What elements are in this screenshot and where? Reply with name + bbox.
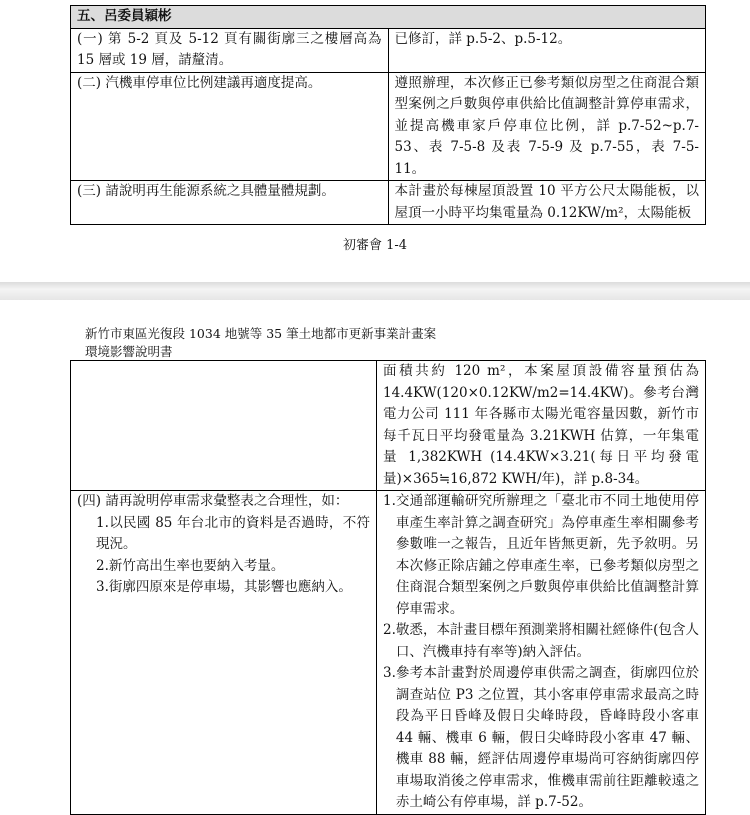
response-table-page1 [70,5,706,225]
question-cell: (一) 第 5-2 頁及 5-12 頁有關街廓三之樓層高為 15 層或 19 層，請釐清。 [71,28,389,72]
page-gap [0,282,750,300]
list-item [383,620,699,663]
table-row [71,72,706,181]
page-1 [0,0,750,282]
list-item: 3.街廓四原來是停車場，其影響也應納入。 [96,579,352,595]
response-cell: 已修訂，詳 p.5-2、p.5-12。 [388,28,706,72]
question-text: (四) 請再說明停車需求彙整表之合理性，如： [77,493,349,509]
table-row [71,181,706,225]
list-item [383,663,699,814]
page-number: 初審會 1-4 [342,238,408,253]
response-cell: 遵照辦理，本次修正已參考類似房型之住商混合類型案例之戶數與停車供給比值調整計算停車需求，並提高機車家戶停車位比例，詳 p.7-52~p.7-53、表 7-5-8 及表 7-5-9 及 p.7-55，表 7-5-11。 [388,72,706,181]
response-cell [377,491,706,815]
response-cell: 面積共約 120 m²，本案屋頂設備容量預估為 14.4KW(120×0.12KW/m2=14.4KW)。參考台灣電力公司 111 年各縣市太陽光電容量因數，新竹市每千瓦日平均發電量為 3.21KWH 估算，一年集電量 1,382KWH (14.4KW×3.21(每日平均發電量)×365≒16,872 KWH/年)，詳 p.8-34。 [377,361,706,491]
question-cell: (二) 汽機車停車位比例建議再適度提高。 [71,72,389,181]
list-number: 2. [383,622,396,638]
table-row [71,491,706,815]
page-2 [0,300,750,810]
list-item: 2.新竹高出生率也要納入考量。 [96,557,285,574]
question-cell [71,491,377,815]
list-item [383,491,699,620]
list-text: 敬悉，本計畫目標年預測業將相關社經條件(包含人口、汽機車持有率等)納入評估。 [395,622,699,660]
response-cell: 本計畫於每棟屋頂設置 10 平方公尺太陽能板，以屋頂一小時平均集電量為 0.12KW/m²，太陽能板 [388,181,706,225]
sub-question-list [77,513,370,599]
list-number: 3. [383,665,396,681]
header-subtitle: 環境影響說明書 [85,344,173,359]
list-number: 1. [383,493,396,509]
list-text: 交通部運輸研究所辦理之「臺北市不同土地使用停車產生率計算之調查研究」為停車產生率相關參考參數唯一之報告，且近年皆無更新，先予敘明。另本次修正除店鋪之停車產生率，已參考類似房型之住商混合類型案例之戶數與停車供給比值調整計算停車需求。 [395,493,699,617]
section-title: 五、呂委員穎彬 [71,6,706,29]
document-header [85,325,436,361]
question-cell: (三) 請說明再生能源系統之具體量體規劃。 [71,181,389,225]
response-table-page2 [70,360,706,815]
table-row [71,28,706,72]
table-row [71,361,706,491]
question-cell [71,361,377,491]
list-text: 參考本計畫對於周邊停車供需之調查，街廓四位於調查站位 P3 之位置，其小客車停車需求最高之時段為平日昏峰及假日尖峰時段，昏峰時段小客車 44 輛、機車 6 輛，假日尖峰時段小客車 47 輛、機車 88 輛，經評估周邊停車場尚可容納街廓四停車場取消後之停車需求，惟機車需前往距離較遠之赤土崎公有停車場，詳 p.7-52。 [395,665,699,810]
header-title: 新竹市東區光復段 1034 地號等 35 筆土地都市更新事業計畫案 [85,326,437,341]
footer-divider [88,224,663,225]
list-item: 1.以民國 85 年台北市的資料是否過時，不符現況。 [96,514,370,552]
